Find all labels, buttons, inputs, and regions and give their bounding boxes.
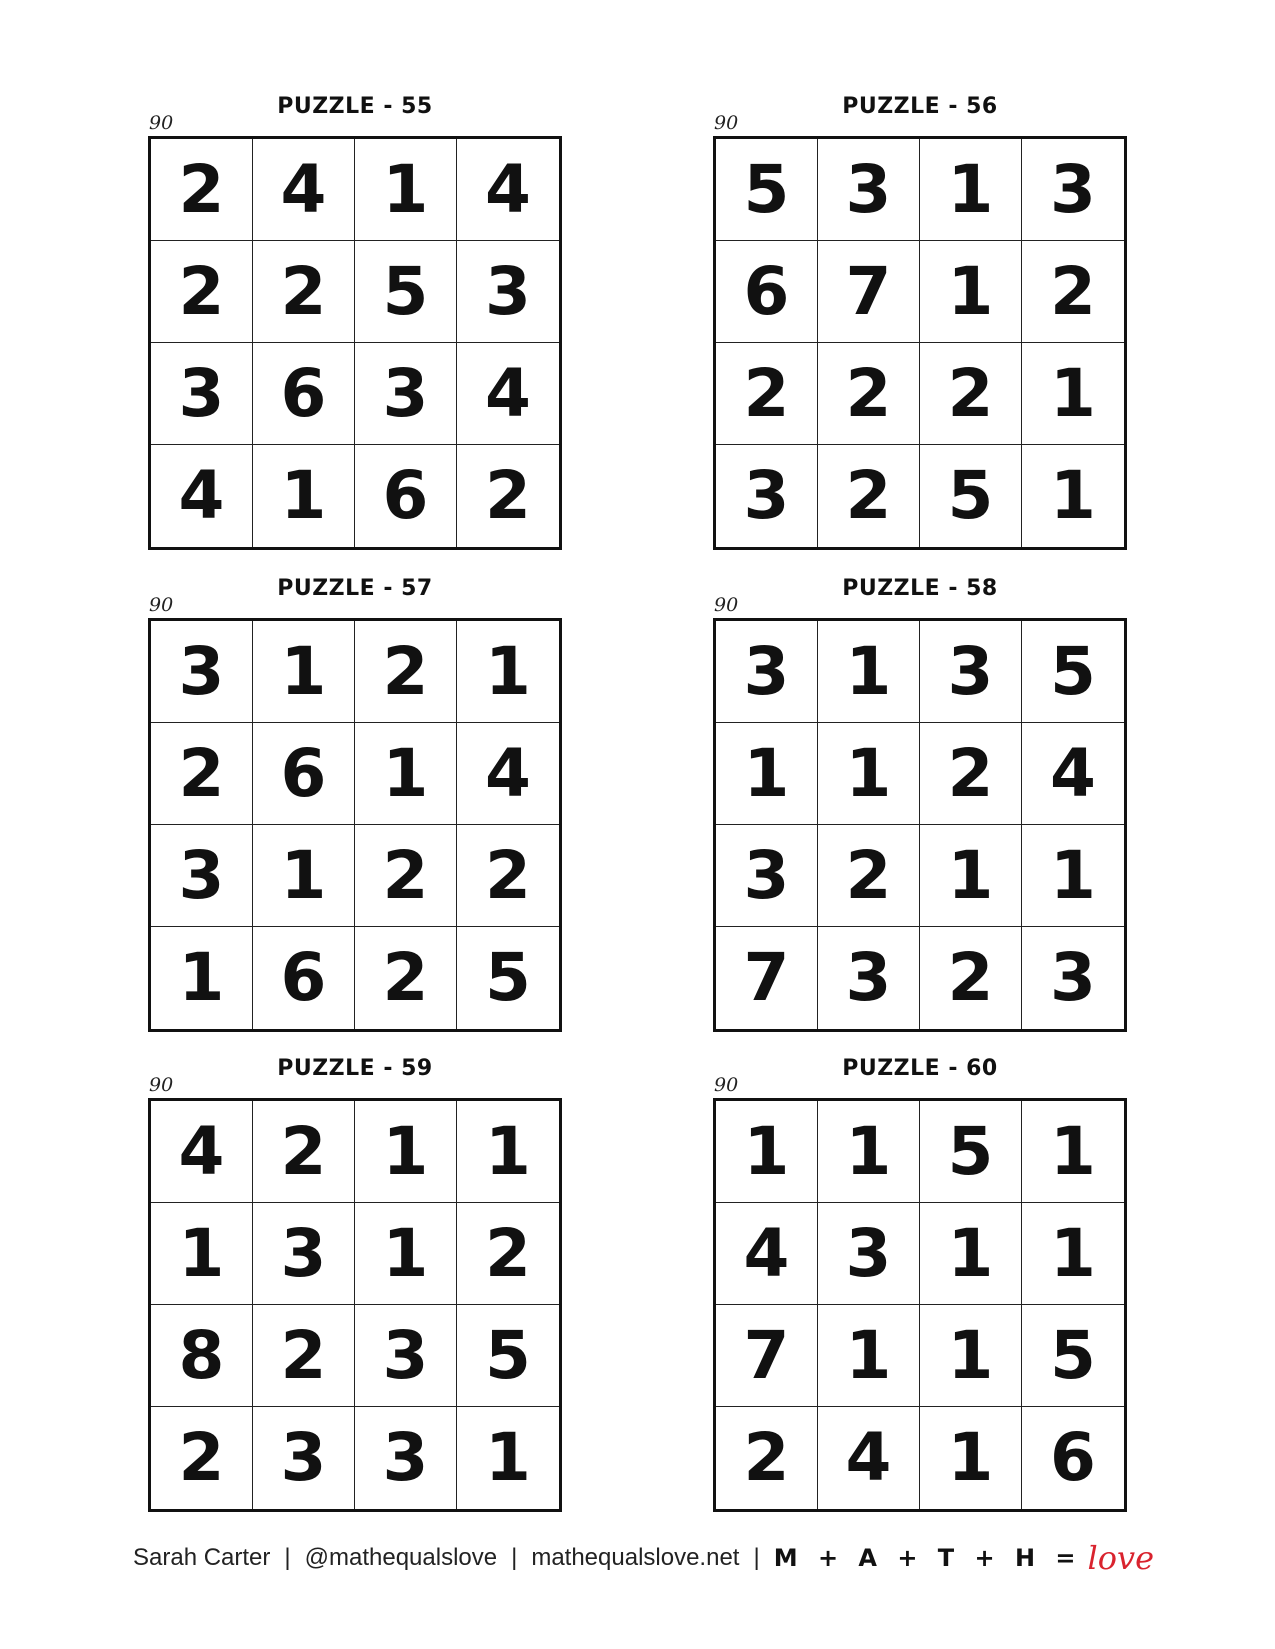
grid-cell: 1 bbox=[457, 1101, 559, 1203]
puzzle-title: PUZZLE - 55 bbox=[277, 94, 433, 119]
grid-cell: 6 bbox=[253, 927, 355, 1029]
grid-cell: 5 bbox=[1022, 621, 1124, 723]
grid-cell: 2 bbox=[818, 445, 920, 547]
grid-cell: 1 bbox=[1022, 1101, 1124, 1203]
grid-cell: 4 bbox=[457, 723, 559, 825]
grid-cell: 4 bbox=[151, 445, 253, 547]
grid-cell: 3 bbox=[818, 927, 920, 1029]
target-number: 90 bbox=[149, 594, 174, 616]
grid-cell: 1 bbox=[818, 621, 920, 723]
website-link[interactable]: mathequalslove.net bbox=[531, 1544, 740, 1571]
target-number: 90 bbox=[714, 594, 739, 616]
puzzle-title: PUZZLE - 59 bbox=[277, 1056, 433, 1081]
footer-separator: | bbox=[511, 1544, 518, 1571]
grid-cell: 6 bbox=[253, 723, 355, 825]
grid-cell: 5 bbox=[716, 139, 818, 241]
grid-cell: 1 bbox=[920, 825, 1022, 927]
grid-cell: 1 bbox=[355, 139, 457, 241]
grid-cell: 1 bbox=[151, 927, 253, 1029]
grid-cell: 5 bbox=[355, 241, 457, 343]
grid-cell: 1 bbox=[920, 1203, 1022, 1305]
grid-cell: 4 bbox=[716, 1203, 818, 1305]
target-number: 90 bbox=[149, 1074, 174, 1096]
grid-cell: 3 bbox=[716, 825, 818, 927]
grid-cell: 5 bbox=[920, 1101, 1022, 1203]
grid-cell: 2 bbox=[920, 343, 1022, 445]
grid-cell: 2 bbox=[818, 343, 920, 445]
grid-cell: 8 bbox=[151, 1305, 253, 1407]
grid-cell: 1 bbox=[253, 621, 355, 723]
grid-cell: 6 bbox=[253, 343, 355, 445]
brand-love-script: love bbox=[1087, 1539, 1155, 1577]
grid-cell: 1 bbox=[818, 723, 920, 825]
puzzle-title: PUZZLE - 57 bbox=[277, 576, 433, 601]
grid-cell: 1 bbox=[920, 241, 1022, 343]
grid-cell: 3 bbox=[151, 825, 253, 927]
grid-cell: 1 bbox=[355, 1101, 457, 1203]
grid-cell: 1 bbox=[920, 1305, 1022, 1407]
grid-cell: 1 bbox=[1022, 343, 1124, 445]
grid-cell: 2 bbox=[716, 343, 818, 445]
number-grid bbox=[713, 618, 1127, 1032]
grid-cell: 2 bbox=[151, 723, 253, 825]
grid-cell: 7 bbox=[716, 1305, 818, 1407]
footer bbox=[133, 1540, 1154, 1576]
grid-cell: 1 bbox=[151, 1203, 253, 1305]
grid-cell: 2 bbox=[151, 241, 253, 343]
grid-cell: 4 bbox=[457, 139, 559, 241]
grid-cell: 3 bbox=[253, 1203, 355, 1305]
grid-cell: 5 bbox=[457, 1305, 559, 1407]
grid-cell: 4 bbox=[151, 1101, 253, 1203]
brand-logo: M + A + T + H = bbox=[773, 1544, 1082, 1572]
puzzle-title: PUZZLE - 56 bbox=[842, 94, 998, 119]
grid-cell: 2 bbox=[457, 1203, 559, 1305]
grid-cell: 3 bbox=[716, 621, 818, 723]
grid-cell: 1 bbox=[355, 1203, 457, 1305]
grid-cell: 3 bbox=[457, 241, 559, 343]
grid-cell: 2 bbox=[355, 825, 457, 927]
grid-cell: 4 bbox=[457, 343, 559, 445]
author-name: Sarah Carter bbox=[133, 1544, 271, 1571]
grid-cell: 7 bbox=[818, 241, 920, 343]
grid-cell: 2 bbox=[818, 825, 920, 927]
grid-cell: 2 bbox=[151, 139, 253, 241]
puzzle-title: PUZZLE - 60 bbox=[842, 1056, 998, 1081]
grid-cell: 1 bbox=[1022, 825, 1124, 927]
grid-cell: 6 bbox=[1050, 1419, 1096, 1496]
grid-cell: 5 bbox=[920, 445, 1022, 547]
grid-cell: 1 bbox=[920, 139, 1022, 241]
grid-cell: 2 bbox=[253, 1101, 355, 1203]
grid-cell: 3 bbox=[355, 1407, 457, 1509]
number-grid bbox=[148, 136, 562, 550]
grid-cell: 1 bbox=[818, 1101, 920, 1203]
number-grid bbox=[713, 1098, 1127, 1512]
grid-cell: 3 bbox=[253, 1407, 355, 1509]
footer-separator: | bbox=[284, 1544, 291, 1571]
grid-cell: 4 bbox=[1022, 723, 1124, 825]
grid-cell: 1 bbox=[716, 1101, 818, 1203]
grid-cell: 3 bbox=[1022, 139, 1124, 241]
puzzle-title: PUZZLE - 58 bbox=[842, 576, 998, 601]
grid-cell: 5 bbox=[485, 939, 531, 1016]
grid-cell: 2 bbox=[485, 457, 531, 534]
grid-cell: 1 bbox=[253, 825, 355, 927]
grid-cell: 3 bbox=[818, 1203, 920, 1305]
grid-cell: 3 bbox=[716, 445, 818, 547]
grid-cell: 3 bbox=[1050, 939, 1096, 1016]
grid-cell: 6 bbox=[355, 445, 457, 547]
target-number: 90 bbox=[714, 1074, 739, 1096]
grid-cell: 3 bbox=[355, 1305, 457, 1407]
grid-cell: 1 bbox=[920, 1407, 1022, 1509]
grid-cell: 1 bbox=[1022, 1203, 1124, 1305]
number-grid bbox=[148, 1098, 562, 1512]
grid-cell: 2 bbox=[1022, 241, 1124, 343]
grid-cell: 1 bbox=[716, 723, 818, 825]
grid-cell: 2 bbox=[151, 1407, 253, 1509]
grid-cell: 5 bbox=[1022, 1305, 1124, 1407]
grid-cell: 2 bbox=[920, 723, 1022, 825]
grid-cell: 4 bbox=[253, 139, 355, 241]
grid-cell: 1 bbox=[1050, 457, 1096, 534]
target-number: 90 bbox=[714, 112, 739, 134]
grid-cell: 1 bbox=[457, 621, 559, 723]
social-handle: @mathequalslove bbox=[304, 1544, 498, 1571]
grid-cell: 1 bbox=[818, 1305, 920, 1407]
grid-cell: 3 bbox=[151, 621, 253, 723]
grid-cell: 3 bbox=[920, 621, 1022, 723]
grid-cell: 2 bbox=[253, 1305, 355, 1407]
grid-cell: 1 bbox=[253, 445, 355, 547]
grid-cell: 3 bbox=[151, 343, 253, 445]
grid-cell: 2 bbox=[253, 241, 355, 343]
grid-cell: 3 bbox=[818, 139, 920, 241]
grid-cell: 3 bbox=[355, 343, 457, 445]
grid-cell: 1 bbox=[355, 723, 457, 825]
grid-cell: 4 bbox=[818, 1407, 920, 1509]
grid-cell: 6 bbox=[716, 241, 818, 343]
footer-separator: | bbox=[753, 1544, 760, 1571]
grid-cell: 2 bbox=[355, 621, 457, 723]
grid-cell: 7 bbox=[716, 927, 818, 1029]
grid-cell: 2 bbox=[355, 927, 457, 1029]
grid-cell: 2 bbox=[920, 927, 1022, 1029]
grid-cell: 1 bbox=[485, 1419, 531, 1496]
grid-cell: 2 bbox=[457, 825, 559, 927]
number-grid bbox=[148, 618, 562, 1032]
target-number: 90 bbox=[149, 112, 174, 134]
grid-cell: 2 bbox=[716, 1407, 818, 1509]
number-grid bbox=[713, 136, 1127, 550]
